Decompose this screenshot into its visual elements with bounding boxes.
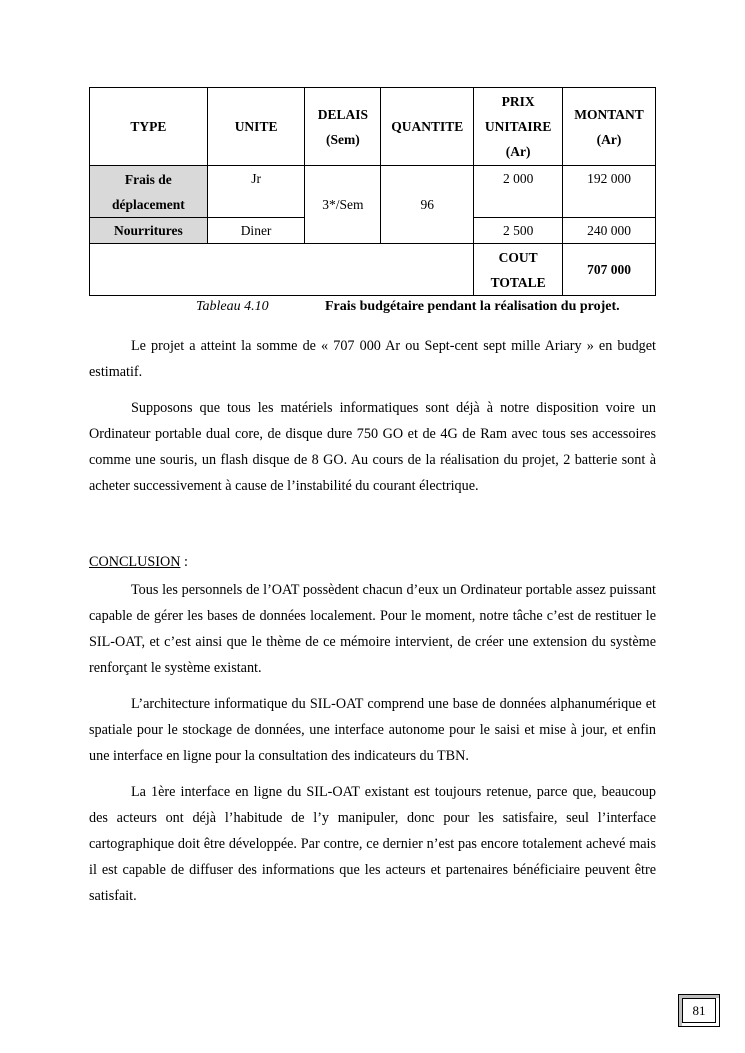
paragraph-conclusion-3 — [89, 779, 656, 909]
header-type: TYPE — [90, 88, 208, 166]
cell-montant: 240 000 — [563, 218, 656, 244]
header-prix-unitaire: PRIX UNITAIRE (Ar) — [474, 88, 563, 166]
paragraph-text: L’architecture informatique du SIL-OAT comprend une base de données alphanumérique et spatiale pour le stockage de données, une interface autonome pour le saisi et mise à jour, et enfin une interface en ligne pour la consultation des indicateurs du TBN. — [89, 696, 656, 764]
table-total-row — [90, 244, 656, 296]
paragraph-text: Supposons que tous les matériels informatiques sont déjà à notre disposition voire un Ordinateur portable dual core, de disque dure 750 GO et de 4G de Ram avec tous ses accessoires comme une souris, un flash disque de 8 GO. Au cours de la réalisation du projet, 2 batterie sont à acheter successivement à cause de l’instabilité du courant électrique. — [89, 400, 656, 494]
header-delais: DELAIS (Sem) — [305, 88, 381, 166]
conclusion-heading-colon: : — [180, 554, 188, 570]
cell-type: Frais de déplacement — [90, 166, 208, 218]
table-caption-label: Tableau 4.10 — [196, 299, 269, 314]
header-quantite: QUANTITE — [381, 88, 474, 166]
conclusion-heading-text: CONCLUSION — [89, 554, 181, 570]
total-value: 707 000 — [563, 244, 656, 296]
table-caption-title: Frais budgétaire pendant la réalisation du projet. — [325, 299, 620, 314]
cell-montant: 192 000 — [563, 166, 656, 218]
paragraph-text: Tous les personnels de l’OAT possèdent chacun d’eux un Ordinateur portable assez puissant capable de gérer les bases de données localement. Pour le moment, notre tâche c’est de restituer le SIL-OAT, et c’est ainsi que le thème de ce mémoire intervient, de créer une extension du système renforçant le système existant. — [89, 582, 656, 676]
cell-quantite: 96 — [381, 166, 474, 244]
page-number: 81 — [678, 994, 720, 1027]
budget-table — [89, 87, 656, 296]
header-unite: UNITE — [207, 88, 305, 166]
cell-prix: 2 000 — [474, 166, 563, 218]
cell-unite: Jr — [207, 166, 305, 218]
conclusion-heading — [89, 549, 188, 575]
paragraph-conclusion-1 — [89, 577, 656, 681]
total-label: COUT TOTALE — [474, 244, 563, 296]
header-montant: MONTANT (Ar) — [563, 88, 656, 166]
paragraph-budget — [89, 333, 656, 385]
total-empty-cell — [90, 244, 474, 296]
cell-unite: Diner — [207, 218, 305, 244]
paragraph-text: Le projet a atteint la somme de « 707 000 Ar ou Sept-cent sept mille Ariary » en budget estimatif. — [89, 338, 656, 380]
paragraph-text: La 1ère interface en ligne du SIL-OAT existant est toujours retenue, parce que, beaucoup des acteurs ont déjà l’habitude de l’y manipuler, donc pour les satisfaire, seul l’interface cartographique doit être développée. Par contre, ce dernier n’est pas encore totalement achevé mais il est capable de diffuser des informations que les acteurs et partenaires bénéficiaire peuvent être satisfait. — [89, 784, 656, 904]
table-row — [90, 166, 656, 218]
cell-prix: 2 500 — [474, 218, 563, 244]
cell-delais: 3*/Sem — [305, 166, 381, 244]
paragraph-materials — [89, 395, 656, 499]
table-header-row — [90, 88, 656, 166]
cell-type: Nourritures — [90, 218, 208, 244]
paragraph-conclusion-2 — [89, 691, 656, 769]
